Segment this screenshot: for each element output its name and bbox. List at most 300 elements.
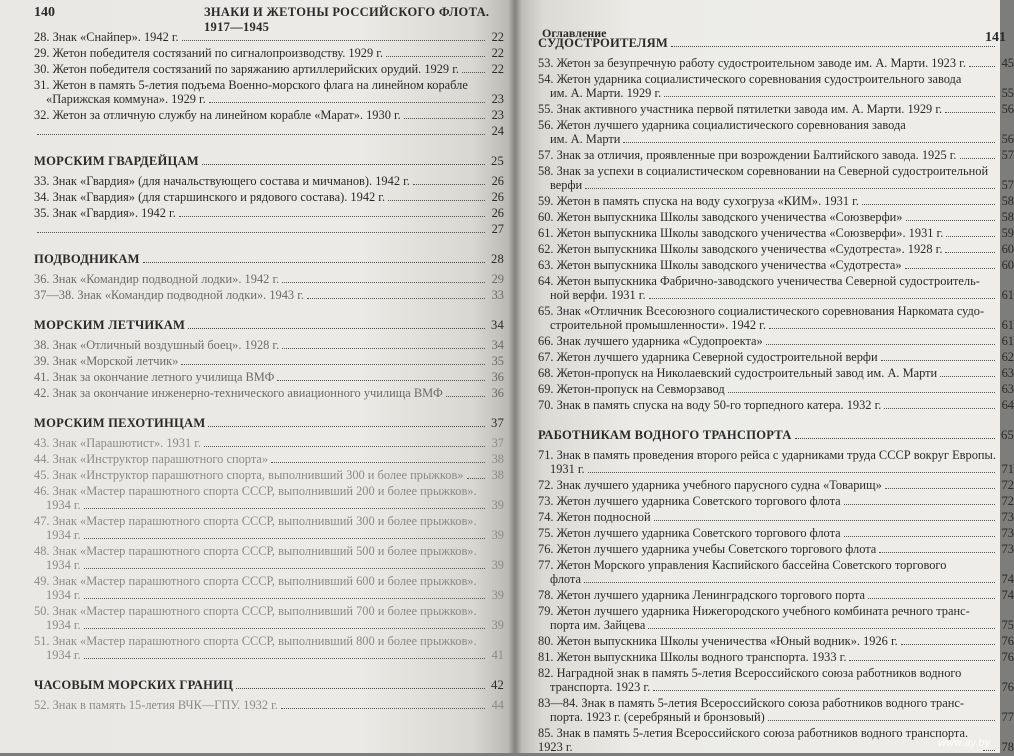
toc-page-number: 36 <box>491 386 504 400</box>
toc-page-number: 76 <box>1001 634 1014 648</box>
toc-page-number: 60 <box>1001 242 1014 256</box>
toc-entry-title-cont: 1934 г. <box>46 588 81 602</box>
toc-dot-leader <box>844 504 995 505</box>
toc-entry <box>34 338 504 352</box>
toc-section-title: МОРСКИМ ПЕХОТИНЦАМ <box>34 416 206 430</box>
toc-entry-title-line: 65. Знак «Отличник Всесоюзного социалистического соревнования Наркомата судо- <box>538 304 985 318</box>
toc-entry-title: 43. Знак «Парашютист». 1931 г. <box>34 436 202 450</box>
toc-entry-title: 85. Знак в память 5-летия Всероссийского союза работников водного транспорта. 1923 г. <box>538 726 969 754</box>
toc-entry-block <box>34 436 504 450</box>
toc-entry-block <box>538 242 1014 256</box>
toc-dot-leader <box>182 40 485 41</box>
toc-entry <box>538 194 1014 208</box>
toc-dot-leader <box>901 644 995 645</box>
toc-entry-title-line: 58. Знак за успехи в социалистическом соревновании на Северной судостроительной <box>538 164 989 178</box>
toc-page-number: 33 <box>491 288 504 302</box>
toc-page-number: 60 <box>1001 258 1014 272</box>
toc-page-number: 58 <box>1001 194 1014 208</box>
toc-section-heading <box>538 428 1014 442</box>
toc-dot-leader <box>585 188 995 189</box>
toc-entry <box>538 366 1014 380</box>
toc-page-number: 73 <box>1001 526 1014 540</box>
toc-entry-block <box>34 124 504 138</box>
toc-entry <box>34 206 504 220</box>
toc-entry-block <box>34 544 504 572</box>
toc-entry-block <box>34 634 504 662</box>
toc-dot-leader <box>584 582 995 583</box>
toc-entry-title-cont: флота <box>550 572 582 586</box>
toc-entry <box>34 108 504 122</box>
toc-entry-title-cont: «Парижская коммуна». 1929 г. <box>46 92 206 106</box>
toc-dot-leader <box>462 72 485 73</box>
toc-entry-title: 45. Знак «Инструктор парашютного спорта, выполнивший 300 и более прыжков» <box>34 468 464 482</box>
toc-page-number: 72 <box>1001 478 1014 492</box>
toc-page-number: 78 <box>1001 740 1014 754</box>
toc-entry-title: 72. Знак лучшего ударника учебного парусного судна «Товарищ» <box>538 478 882 492</box>
toc-page-number: 39 <box>491 588 504 602</box>
toc-dot-leader <box>945 252 995 253</box>
toc-entry <box>34 92 504 106</box>
toc-entry-title: 74. Жетон подносной <box>538 510 651 524</box>
toc-left <box>34 30 504 714</box>
toc-entry-title: 28. Знак «Снайпер». 1942 г. <box>34 30 179 44</box>
toc-entry-block <box>34 574 504 602</box>
toc-page-number: 22 <box>491 46 504 60</box>
toc-page-number: 61 <box>1001 288 1014 302</box>
toc-entry-block <box>538 650 1014 664</box>
toc-entry <box>538 526 1014 540</box>
toc-dot-leader <box>307 298 485 299</box>
toc-dot-leader <box>282 282 485 283</box>
toc-section-heading <box>538 36 1014 50</box>
toc-entry <box>538 398 1014 412</box>
toc-entry <box>538 226 1014 240</box>
toc-entry-title-line: 47. Знак «Мастер парашютного спорта СССР, выполнивший 300 и более прыжков». <box>34 514 477 528</box>
toc-dot-leader <box>277 380 485 381</box>
book-gutter-shadow <box>508 0 522 753</box>
toc-dot-leader <box>654 520 995 521</box>
toc-dot-leader <box>588 472 995 473</box>
toc-entry <box>538 210 1014 224</box>
toc-entry-title: 52. Знак в память 15-летия ВЧК—ГПУ. 1932 г. <box>34 698 278 712</box>
toc-entry <box>538 350 1014 364</box>
contents-heading: Оглавление <box>542 26 607 40</box>
toc-section-title: СУДОСТРОИТЕЛЯМ <box>538 36 669 50</box>
toc-dot-leader <box>37 134 485 135</box>
toc-entry-block <box>538 666 1014 694</box>
toc-page-number: 22 <box>491 62 504 76</box>
toc-entry <box>538 288 1014 302</box>
toc-dot-leader <box>960 158 995 159</box>
toc-entry-block <box>538 226 1014 240</box>
toc-dot-leader <box>236 688 485 689</box>
toc-entry-block <box>538 194 1014 208</box>
toc-page-number: 59 <box>1001 226 1014 240</box>
toc-section-heading <box>34 678 504 692</box>
toc-page-number: 22 <box>491 30 504 44</box>
toc-page-number: 27 <box>491 222 504 236</box>
toc-page-number: 76 <box>1001 650 1014 664</box>
toc-entry-title-cont: ной верфи. 1931 г. <box>550 288 646 302</box>
toc-dot-leader <box>671 46 995 47</box>
toc-section-title: МОРСКИМ ГВАРДЕЙЦАМ <box>34 154 199 168</box>
toc-entry-block <box>538 118 1014 146</box>
toc-dot-leader <box>728 392 995 393</box>
toc-entry <box>34 386 504 400</box>
toc-entry-title: 69. Жетон-пропуск на Севморзавод <box>538 382 725 396</box>
page-number: 141 <box>985 30 1006 45</box>
toc-entry-title: 68. Жетон-пропуск на Николаевский судостроительный завод им. А. Марти <box>538 366 938 380</box>
toc-entry <box>34 354 504 368</box>
toc-entry <box>34 618 504 632</box>
toc-entry-block <box>34 288 504 302</box>
toc-entry-block <box>34 468 504 482</box>
toc-page-number: 57 <box>1001 148 1014 162</box>
toc-page-number: 39 <box>491 528 504 542</box>
toc-entry-title-cont: строительной промышленности». 1942 г. <box>550 318 766 332</box>
toc-entry <box>538 510 1014 524</box>
toc-entry-block <box>34 30 504 44</box>
toc-page-number: 56 <box>1001 132 1014 146</box>
toc-dot-leader <box>143 262 485 263</box>
toc-entry <box>34 558 504 572</box>
toc-dot-leader <box>404 118 485 119</box>
toc-dot-leader <box>653 690 995 691</box>
toc-page-number: 26 <box>491 206 504 220</box>
toc-dot-leader <box>271 462 485 463</box>
toc-page-number: 77 <box>1001 710 1014 724</box>
toc-entry-block <box>34 78 504 106</box>
toc-entry-title-line: 71. Знак в память проведения второго рейса с ударниками труда СССР вокруг Европы. <box>538 448 996 462</box>
toc-entry <box>34 174 504 188</box>
toc-entry-block <box>34 108 504 122</box>
toc-dot-leader <box>209 102 485 103</box>
toc-entry-block <box>34 452 504 466</box>
toc-entry <box>34 46 504 60</box>
toc-dot-leader <box>881 360 995 361</box>
toc-section-title: МОРСКИМ ЛЕТЧИКАМ <box>34 318 186 332</box>
toc-dot-leader <box>946 236 995 237</box>
toc-entry <box>538 86 1014 100</box>
toc-entry-block <box>34 386 504 400</box>
toc-section-title: РАБОТНИКАМ ВОДНОГО ТРАНСПОРТА <box>538 428 792 442</box>
toc-entry-title-cont: им. А. Марти. 1929 г. <box>550 86 662 100</box>
toc-entry-title: 35. Знак «Гвардия». 1942 г. <box>34 206 176 220</box>
toc-dot-leader <box>906 220 996 221</box>
toc-page-number: 56 <box>1001 102 1014 116</box>
toc-entry-title: 73. Жетон лучшего ударника Советского торгового флота <box>538 494 841 508</box>
toc-entry-block <box>34 604 504 632</box>
toc-page-number: 42 <box>491 678 504 692</box>
watermark: www.ay.by <box>938 737 990 749</box>
toc-page-number: 36 <box>491 370 504 384</box>
toc-entry-title-cont: 1931 г. <box>550 462 585 476</box>
toc-page-number: 62 <box>1001 350 1014 364</box>
toc-entry-block <box>34 206 504 220</box>
toc-entry-block <box>34 698 504 712</box>
toc-entry <box>34 436 504 450</box>
toc-entry-block <box>538 604 1014 632</box>
left-page-header <box>34 4 496 34</box>
toc-entry-title-line: 82. Наградной знак в память 5-летия Всероссийского союза работников водного <box>538 666 962 680</box>
toc-entry-title-line: 51. Знак «Мастер парашютного спорта СССР, выполнивший 800 и более прыжков». <box>34 634 477 648</box>
toc-entry-title: 42. Знак за окончание инженерно-технического авиационного училища ВМФ <box>34 386 443 400</box>
toc-dot-leader <box>868 598 995 599</box>
toc-dot-leader <box>84 568 485 569</box>
toc-page-number: 34 <box>491 338 504 352</box>
toc-page-number: 76 <box>1001 680 1014 694</box>
toc-page-number: 74 <box>1001 572 1014 586</box>
toc-page-number: 55 <box>1001 86 1014 100</box>
toc-page-number: 72 <box>1001 494 1014 508</box>
toc-entry-title: 61. Жетон выпускника Школы заводского ученичества «Союзверфи». 1931 г. <box>538 226 944 240</box>
toc-entry <box>538 102 1014 116</box>
toc-entry <box>538 382 1014 396</box>
toc-entry-title: 76. Жетон лучшего ударника учебы Советского торгового флота <box>538 542 877 556</box>
toc-entry-title: 34. Знак «Гвардия» (для старшинского и рядового состава). 1942 г. <box>34 190 386 204</box>
toc-entry-block <box>538 210 1014 224</box>
right-page <box>514 0 1014 754</box>
toc-entry-title-line: 83—84. Знак в память 5-летия Всероссийского союза работников водного транс- <box>538 696 964 710</box>
toc-entry-block <box>538 366 1014 380</box>
toc-entry-block <box>538 148 1014 162</box>
toc-page-number: 39 <box>491 558 504 572</box>
toc-entry-title-line: 54. Жетон ударника социалистического соревнования судостроительного завода <box>538 72 962 86</box>
toc-page-number: 65 <box>1001 428 1014 442</box>
toc-entry <box>34 222 504 236</box>
toc-dot-leader <box>388 200 485 201</box>
toc-entry-title-cont: 1934 г. <box>46 618 81 632</box>
toc-entry-title-line: 46. Знак «Мастер парашютного спорта СССР, выполнивший 200 и более прыжков». <box>34 484 477 498</box>
toc-page-number: 75 <box>1001 618 1014 632</box>
toc-page-number: 35 <box>491 354 504 368</box>
toc-entry-title: 63. Жетон выпускника Школы заводского ученичества «Судотреста» <box>538 258 902 272</box>
running-title: ЗНАКИ И ЖЕТОНЫ РОССИЙСКОГО ФЛОТА. 1917—1945 <box>204 5 490 34</box>
toc-entry-block <box>538 494 1014 508</box>
toc-entry <box>538 334 1014 348</box>
toc-page-number: 34 <box>491 318 504 332</box>
toc-entry <box>538 634 1014 648</box>
toc-entry-title-line: 79. Жетон лучшего ударника Нижегородского учебного комбината речного транс- <box>538 604 970 618</box>
toc-dot-leader <box>202 164 485 165</box>
toc-page-number: 64 <box>1001 398 1014 412</box>
toc-entry-title: 70. Знак в память спуска на воду 50-го торпедного катера. 1932 г. <box>538 398 882 412</box>
toc-entry-title-line: 31. Жетон в память 5-летия подъема Военно-морского флага на линейном корабле <box>34 78 468 92</box>
toc-page-number: 26 <box>491 174 504 188</box>
toc-entry-title-cont: порта. 1923 г. (серебряный и бронзовый) <box>550 710 765 724</box>
toc-entry-block <box>538 634 1014 648</box>
toc-dot-leader <box>446 396 485 397</box>
toc-dot-leader <box>940 376 995 377</box>
toc-entry <box>538 572 1014 586</box>
toc-page-number: 26 <box>491 190 504 204</box>
toc-entry-title: 32. Жетон за отличную службу на линейном корабле «Марат». 1930 г. <box>34 108 401 122</box>
toc-entry-title-cont: 1934 г. <box>46 558 81 572</box>
toc-dot-leader <box>795 438 995 439</box>
toc-entry-title-line: 48. Знак «Мастер парашютного спорта СССР, выполнивший 500 и более прыжков». <box>34 544 477 558</box>
toc-page-number: 24 <box>491 124 504 138</box>
toc-page-number: 23 <box>491 92 504 106</box>
toc-entry-block <box>538 542 1014 556</box>
toc-entry-title: 66. Знак лучшего ударника «Судопроекта» <box>538 334 763 348</box>
toc-entry-block <box>538 510 1014 524</box>
toc-dot-leader <box>945 112 995 113</box>
toc-page-number: 73 <box>1001 542 1014 556</box>
toc-entry-block <box>538 588 1014 602</box>
toc-dot-leader <box>386 56 485 57</box>
toc-entry <box>34 124 504 138</box>
toc-page-number: 28 <box>491 252 504 266</box>
toc-entry-title-cont: 1934 г. <box>46 498 81 512</box>
toc-entry <box>538 710 1014 724</box>
toc-entry-block <box>34 354 504 368</box>
toc-page-number: 37 <box>491 416 504 430</box>
toc-entry <box>538 478 1014 492</box>
toc-page-number: 73 <box>1001 510 1014 524</box>
toc-entry-block <box>538 334 1014 348</box>
toc-section-title: ЧАСОВЫМ МОРСКИХ ГРАНИЦ <box>34 678 234 692</box>
toc-entry-title: 81. Жетон выпускника Школы водного транспорта. 1933 г. <box>538 650 847 664</box>
toc-entry-title-line: 56. Жетон лучшего ударника социалистического соревнования завода <box>538 118 906 132</box>
toc-entry-block <box>34 222 504 236</box>
toc-dot-leader <box>648 628 995 629</box>
toc-entry-title: 62. Жетон выпускника Школы заводского ученичества «Судотреста». 1928 г. <box>538 242 943 256</box>
toc-page-number: 41 <box>491 648 504 662</box>
toc-page-number: 39 <box>491 498 504 512</box>
toc-entry-block <box>34 46 504 60</box>
toc-dot-leader <box>84 658 485 659</box>
toc-section-heading <box>34 416 504 430</box>
toc-dot-leader <box>905 268 995 269</box>
toc-dot-leader <box>179 216 485 217</box>
toc-dot-leader <box>766 344 995 345</box>
toc-entry-title: 80. Жетон выпускника Школы ученичества «Юный водник». 1926 г. <box>538 634 898 648</box>
toc-entry-title: 33. Знак «Гвардия» (для начальствующего состава и мичманов). 1942 г. <box>34 174 410 188</box>
toc-dot-leader <box>84 508 485 509</box>
toc-entry-title: 30. Жетон победителя состязаний по заряжанию артиллерийских орудий. 1929 г. <box>34 62 459 76</box>
toc-entry-title-line: 50. Знак «Мастер парашютного спорта СССР, выполнивший 700 и более прыжков». <box>34 604 477 618</box>
toc-entry-title-cont: им. А. Марти <box>550 132 621 146</box>
toc-entry-title: 67. Жетон лучшего ударника Северной судостроительной верфи <box>538 350 878 364</box>
toc-page-number: 25 <box>491 154 504 168</box>
toc-entry-title: 53. Жетон за безупречную работу судостроительном заводе им. А. Марти. 1923 г. <box>538 56 966 70</box>
toc-entry <box>538 542 1014 556</box>
toc-entry-block <box>34 484 504 512</box>
toc-entry <box>538 650 1014 664</box>
toc-entry <box>34 528 504 542</box>
toc-page-number: 61 <box>1001 318 1014 332</box>
toc-page-number: 37 <box>491 436 504 450</box>
toc-page-number: 58 <box>1001 210 1014 224</box>
toc-dot-leader <box>37 232 485 233</box>
toc-dot-leader <box>623 142 995 143</box>
toc-entry <box>538 242 1014 256</box>
toc-section-heading <box>34 318 504 332</box>
toc-entry <box>538 318 1014 332</box>
toc-entry <box>34 190 504 204</box>
toc-dot-leader <box>204 446 485 447</box>
toc-page-number: 38 <box>491 452 504 466</box>
toc-dot-leader <box>84 538 485 539</box>
toc-entry-block <box>34 514 504 542</box>
toc-dot-leader <box>768 720 995 721</box>
toc-dot-leader <box>649 298 995 299</box>
toc-entry-title: 57. Знак за отличия, проявленные при возрождении Балтийского завода. 1925 г. <box>538 148 957 162</box>
toc-dot-leader <box>281 708 485 709</box>
toc-dot-leader <box>84 598 485 599</box>
toc-entry-title-cont: транспорта. 1923 г. <box>550 680 651 694</box>
toc-dot-leader <box>664 96 995 97</box>
toc-entry-title: 75. Жетон лучшего ударника Советского торгового флота <box>538 526 841 540</box>
toc-entry-block <box>538 696 1014 724</box>
toc-page-number: 44 <box>491 698 504 712</box>
toc-entry-title: 38. Знак «Отличный воздушный боец». 1928 г. <box>34 338 280 352</box>
toc-entry-block <box>538 558 1014 586</box>
toc-dot-leader <box>467 478 486 479</box>
toc-entry-block <box>34 190 504 204</box>
toc-right <box>538 36 1014 756</box>
toc-entry-title-line: 77. Жетон Морского управления Каспийского бассейна Советского торгового <box>538 558 947 572</box>
toc-dot-leader <box>188 328 485 329</box>
toc-entry-title: 55. Знак активного участника первой пятилетки завода им. А. Марти. 1929 г. <box>538 102 943 116</box>
toc-entry-block <box>538 526 1014 540</box>
toc-entry <box>538 462 1014 476</box>
toc-dot-leader <box>983 750 995 751</box>
toc-entry <box>538 56 1014 70</box>
toc-entry <box>538 132 1014 146</box>
toc-entry <box>34 452 504 466</box>
toc-dot-leader <box>844 536 995 537</box>
toc-dot-leader <box>879 552 995 553</box>
toc-page-number: 63 <box>1001 366 1014 380</box>
toc-entry <box>34 62 504 76</box>
toc-entry-title: 37—38. Знак «Командир подводной лодки». 1943 г. <box>34 288 305 302</box>
toc-entry <box>538 588 1014 602</box>
toc-dot-leader <box>84 628 485 629</box>
toc-entry <box>538 618 1014 632</box>
toc-entry-block <box>538 274 1014 302</box>
toc-entry-title: 29. Жетон победителя состязаний по сигналопроизводству. 1929 г. <box>34 46 384 60</box>
toc-section-heading <box>34 154 504 168</box>
toc-dot-leader <box>969 66 995 67</box>
toc-entry <box>538 494 1014 508</box>
toc-entry-title-cont: верфи <box>550 178 583 192</box>
toc-entry <box>34 648 504 662</box>
toc-section-title: ПОДВОДНИКАМ <box>34 252 140 266</box>
toc-entry <box>34 272 504 286</box>
toc-page-number: 57 <box>1001 178 1014 192</box>
toc-page-number: 61 <box>1001 334 1014 348</box>
toc-dot-leader <box>769 328 995 329</box>
toc-entry-title-cont: 1934 г. <box>46 648 81 662</box>
toc-entry-block <box>538 258 1014 272</box>
toc-dot-leader <box>413 184 485 185</box>
toc-entry-block <box>538 350 1014 364</box>
toc-entry-title: 78. Жетон лучшего ударника Ленинградского торгового порта <box>538 588 866 602</box>
toc-entry-block <box>538 304 1014 332</box>
toc-page-number: 29 <box>491 272 504 286</box>
toc-entry-title-cont: 1934 г. <box>46 528 81 542</box>
toc-entry <box>34 588 504 602</box>
toc-entry <box>538 680 1014 694</box>
toc-dot-leader <box>862 204 995 205</box>
toc-section-heading <box>34 252 504 266</box>
toc-dot-leader <box>208 426 485 427</box>
toc-entry-block <box>34 370 504 384</box>
toc-page-number: 38 <box>491 468 504 482</box>
toc-entry-block <box>34 338 504 352</box>
toc-entry-title: 41. Знак за окончание летного училища ВМФ <box>34 370 275 384</box>
